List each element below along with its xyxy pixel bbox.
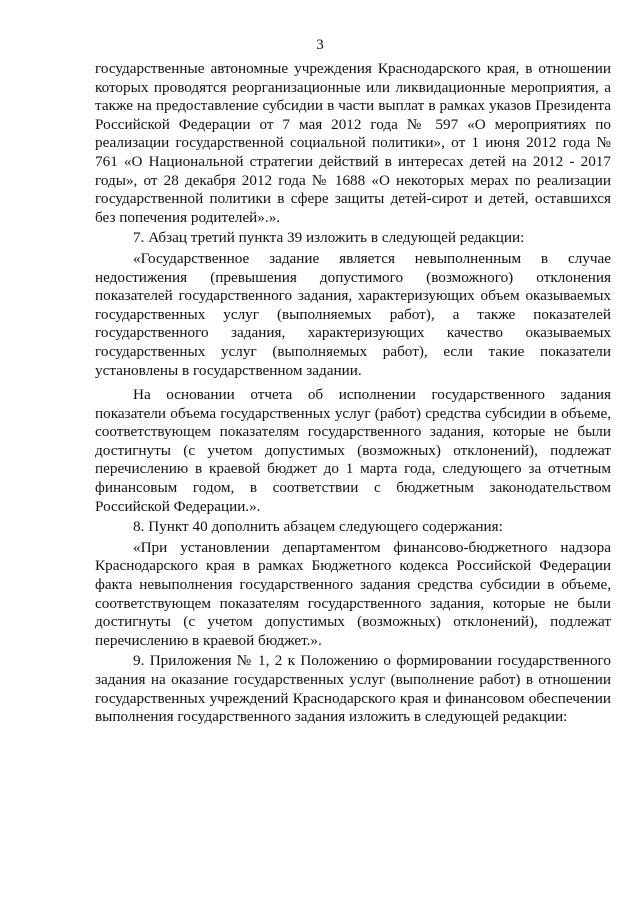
paragraph-item-7-quote: «Государственное задание является невыполненным в случае недостижения (превышения допустимого (возможного) отклонения показателей государственного задания, характеризующих объем оказываемых государственных услуг (выполняемых работ), а также показателей государственного задания, характеризующих качество оказываемых государственных услуг (выполняемых работ), если такие показатели установлены в государственном задании.: [95, 249, 611, 379]
paragraph-item-7: 7. Абзац третий пункта 39 изложить в следующей редакции:: [133, 229, 525, 247]
paragraph-item-9: 9. Приложения № 1, 2 к Положению о формировании государственного задания на оказание государственных услуг (выполнение работ) в отношении государственных учреждений Краснодарского края и финансовом обеспечении выполнения государственного задания изложить в следующей редакции:: [95, 652, 611, 726]
paragraph-continuation: государственные автономные учреждения Краснодарского края, в отношении которых проводятся реорганизационные или ликвидационные мероприятия, а также на предоставление субсидии в части выплат в рамках указов Президента Российской Федерации от 7 мая 2012 года № 597 «О мероприятиях по реализации государственной социальной политики», от 1 июня 2012 года № 761 «О Национальной стратегии действий в интересах детей на 2012 - 2017 годы», от 28 декабря 2012 года № 1688 «О некоторых мерах по реализации государственной политики в сфере защиты детей-сирот и детей, оставшихся без попечения родителей».».: [95, 60, 611, 226]
paragraph-item-8: 8. Пункт 40 дополнить абзацем следующего содержания:: [133, 518, 503, 536]
paragraph-item-8-quote: «При установлении департаментом финансово-бюджетного надзора Краснодарского края в рамках Бюджетного кодекса Российской Федерации факта невыполнения государственного задания средства субсидии в объеме, соответствующем показателям государственного задания, которые не были достигнуты (с учетом допустимых (возможных) отклонений), подлежат перечислению в краевой бюджет.».: [95, 538, 611, 649]
paragraph-item-7-quote-cont: На основании отчета об исполнении государственного задания показатели объема государственных услуг (работ) средства субсидии в объеме, соответствующем показателям государственного задания, которые не были достигнуты (с учетом допустимых (возможных) отклонений), подлежат перечислению в краевой бюджет до 1 марта года, следующего за отчетным финансовым годом, в соответствии с бюджетным законодательством Российской Федерации.».: [95, 386, 611, 515]
document-body: [95, 60, 611, 727]
page-number: 3: [316, 37, 324, 53]
